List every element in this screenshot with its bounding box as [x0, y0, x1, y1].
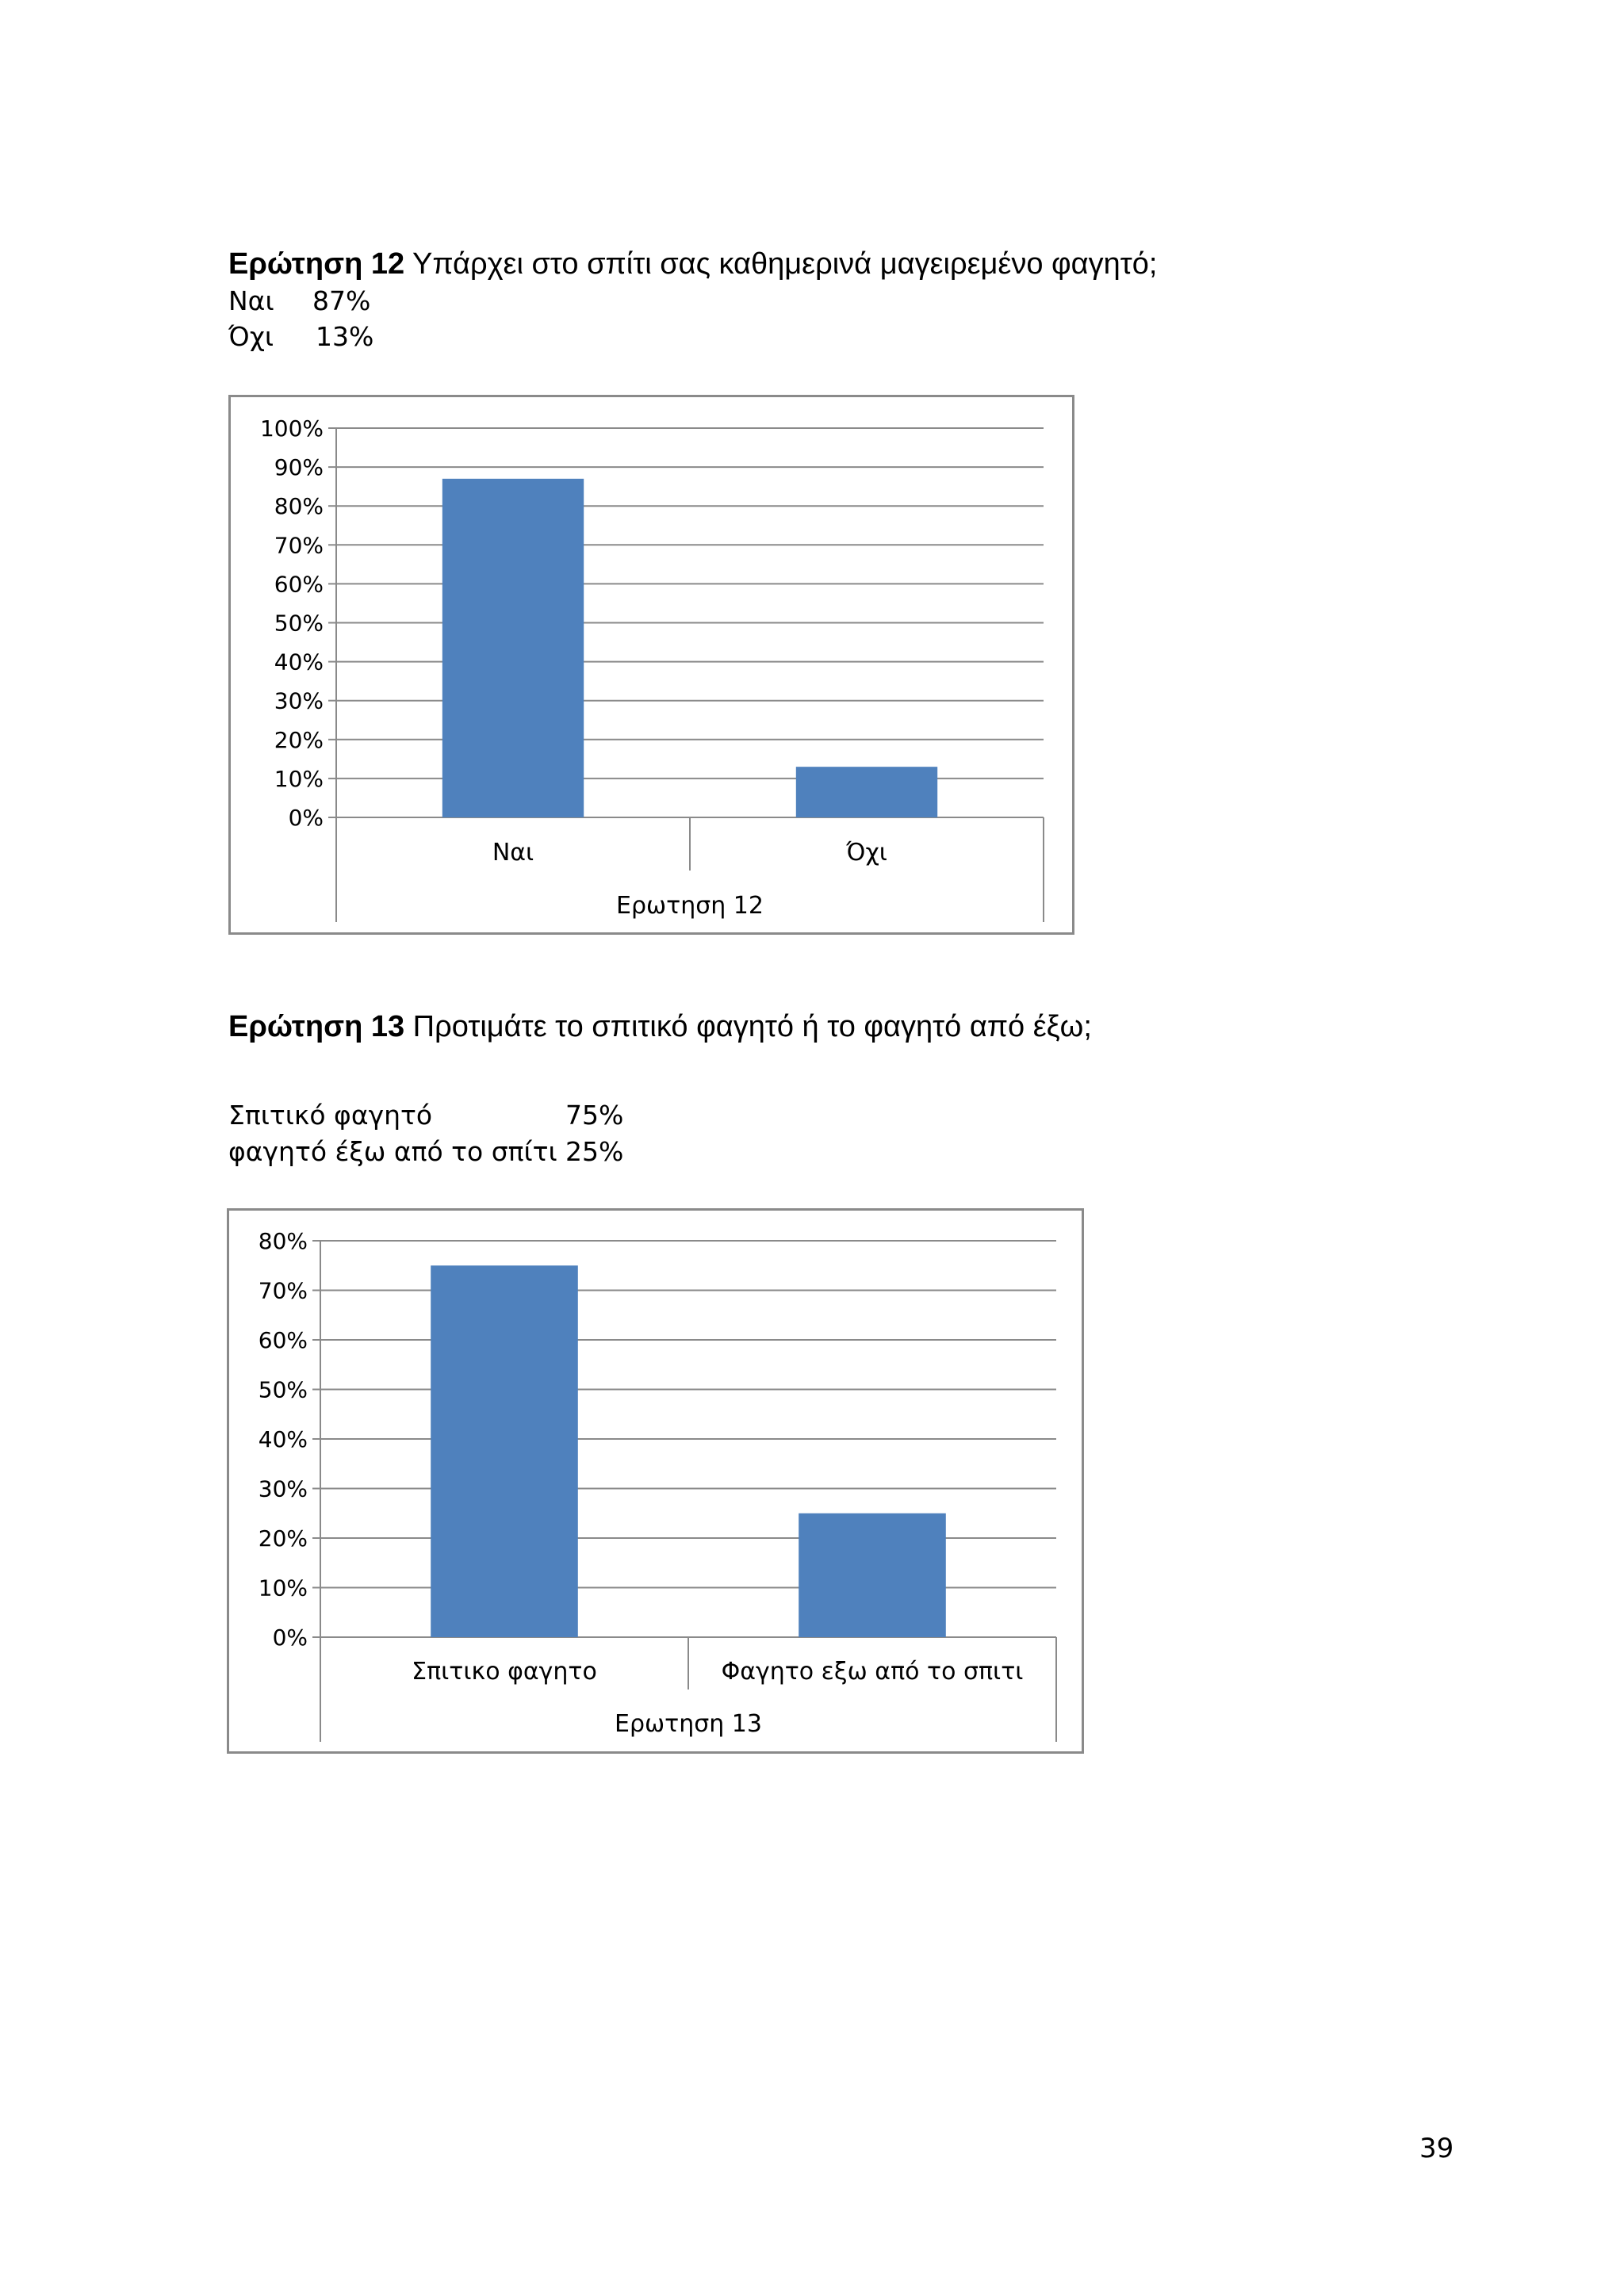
- chart-question-13: [227, 1208, 1084, 1754]
- y-tick-label: 10%: [258, 1575, 308, 1601]
- y-tick-label: 70%: [258, 1277, 308, 1304]
- y-tick-label: 20%: [274, 726, 324, 753]
- bar-2: [796, 767, 937, 817]
- bar-2: [799, 1513, 946, 1637]
- x-axis-title: Ερωτηση 12: [616, 892, 764, 920]
- bar-1: [442, 479, 584, 817]
- y-tick-label: 100%: [259, 415, 324, 442]
- answer-value: 13%: [316, 321, 374, 352]
- y-tick-label: 60%: [258, 1327, 308, 1353]
- x-category-label: Ναι: [492, 839, 534, 867]
- x-category-label: Σπιτικο φαγητο: [412, 1658, 597, 1686]
- y-tick-label: 90%: [274, 454, 324, 481]
- answer-value: 87%: [312, 285, 371, 316]
- question-12-number: Ερώτηση 12: [228, 247, 405, 281]
- question-13-number: Ερώτηση 13: [228, 1010, 405, 1043]
- y-tick-label: 50%: [274, 610, 324, 637]
- question-12-title: [228, 247, 1157, 281]
- answer-label: Σπιτικό φαγητό: [228, 1100, 433, 1131]
- y-tick-label: 40%: [258, 1426, 308, 1452]
- answer-value: 25%: [565, 1136, 624, 1167]
- y-tick-label: 0%: [272, 1624, 308, 1651]
- y-tick-label: 80%: [274, 493, 324, 520]
- y-tick-label: 30%: [258, 1475, 308, 1502]
- page-number: 39: [1419, 2133, 1454, 2164]
- x-category-label: Όχι: [846, 839, 887, 867]
- y-tick-label: 60%: [274, 571, 324, 598]
- bar-1: [431, 1265, 578, 1637]
- question-13-text: Προτιμάτε το σπιτικό φαγητό ή το φαγητό από έξω;: [404, 1010, 1092, 1043]
- answer-label: Όχι: [228, 321, 274, 352]
- y-tick-label: 80%: [258, 1228, 308, 1254]
- y-tick-label: 30%: [274, 687, 324, 714]
- chart-svg: [231, 397, 1077, 937]
- answer-label: Ναι: [228, 285, 274, 316]
- y-tick-label: 70%: [274, 532, 324, 559]
- chart-svg: [229, 1211, 1086, 1756]
- question-13-title: [228, 1010, 1092, 1044]
- y-tick-label: 10%: [274, 765, 324, 792]
- question-12-text: Υπάρχει στο σπίτι σας καθημερινά μαγειρεμένο φαγητό;: [404, 247, 1158, 281]
- answer-value: 75%: [565, 1100, 624, 1131]
- x-category-label: Φαγητο εξω από το σπιτι: [721, 1658, 1024, 1686]
- y-tick-label: 50%: [258, 1376, 308, 1403]
- x-axis-title: Ερωτηση 13: [615, 1710, 762, 1738]
- y-tick-label: 0%: [288, 805, 324, 831]
- y-tick-label: 40%: [274, 649, 324, 675]
- answer-label: φαγητό έξω από το σπίτι: [228, 1136, 557, 1167]
- chart-question-12: [228, 395, 1074, 935]
- y-tick-label: 20%: [258, 1525, 308, 1552]
